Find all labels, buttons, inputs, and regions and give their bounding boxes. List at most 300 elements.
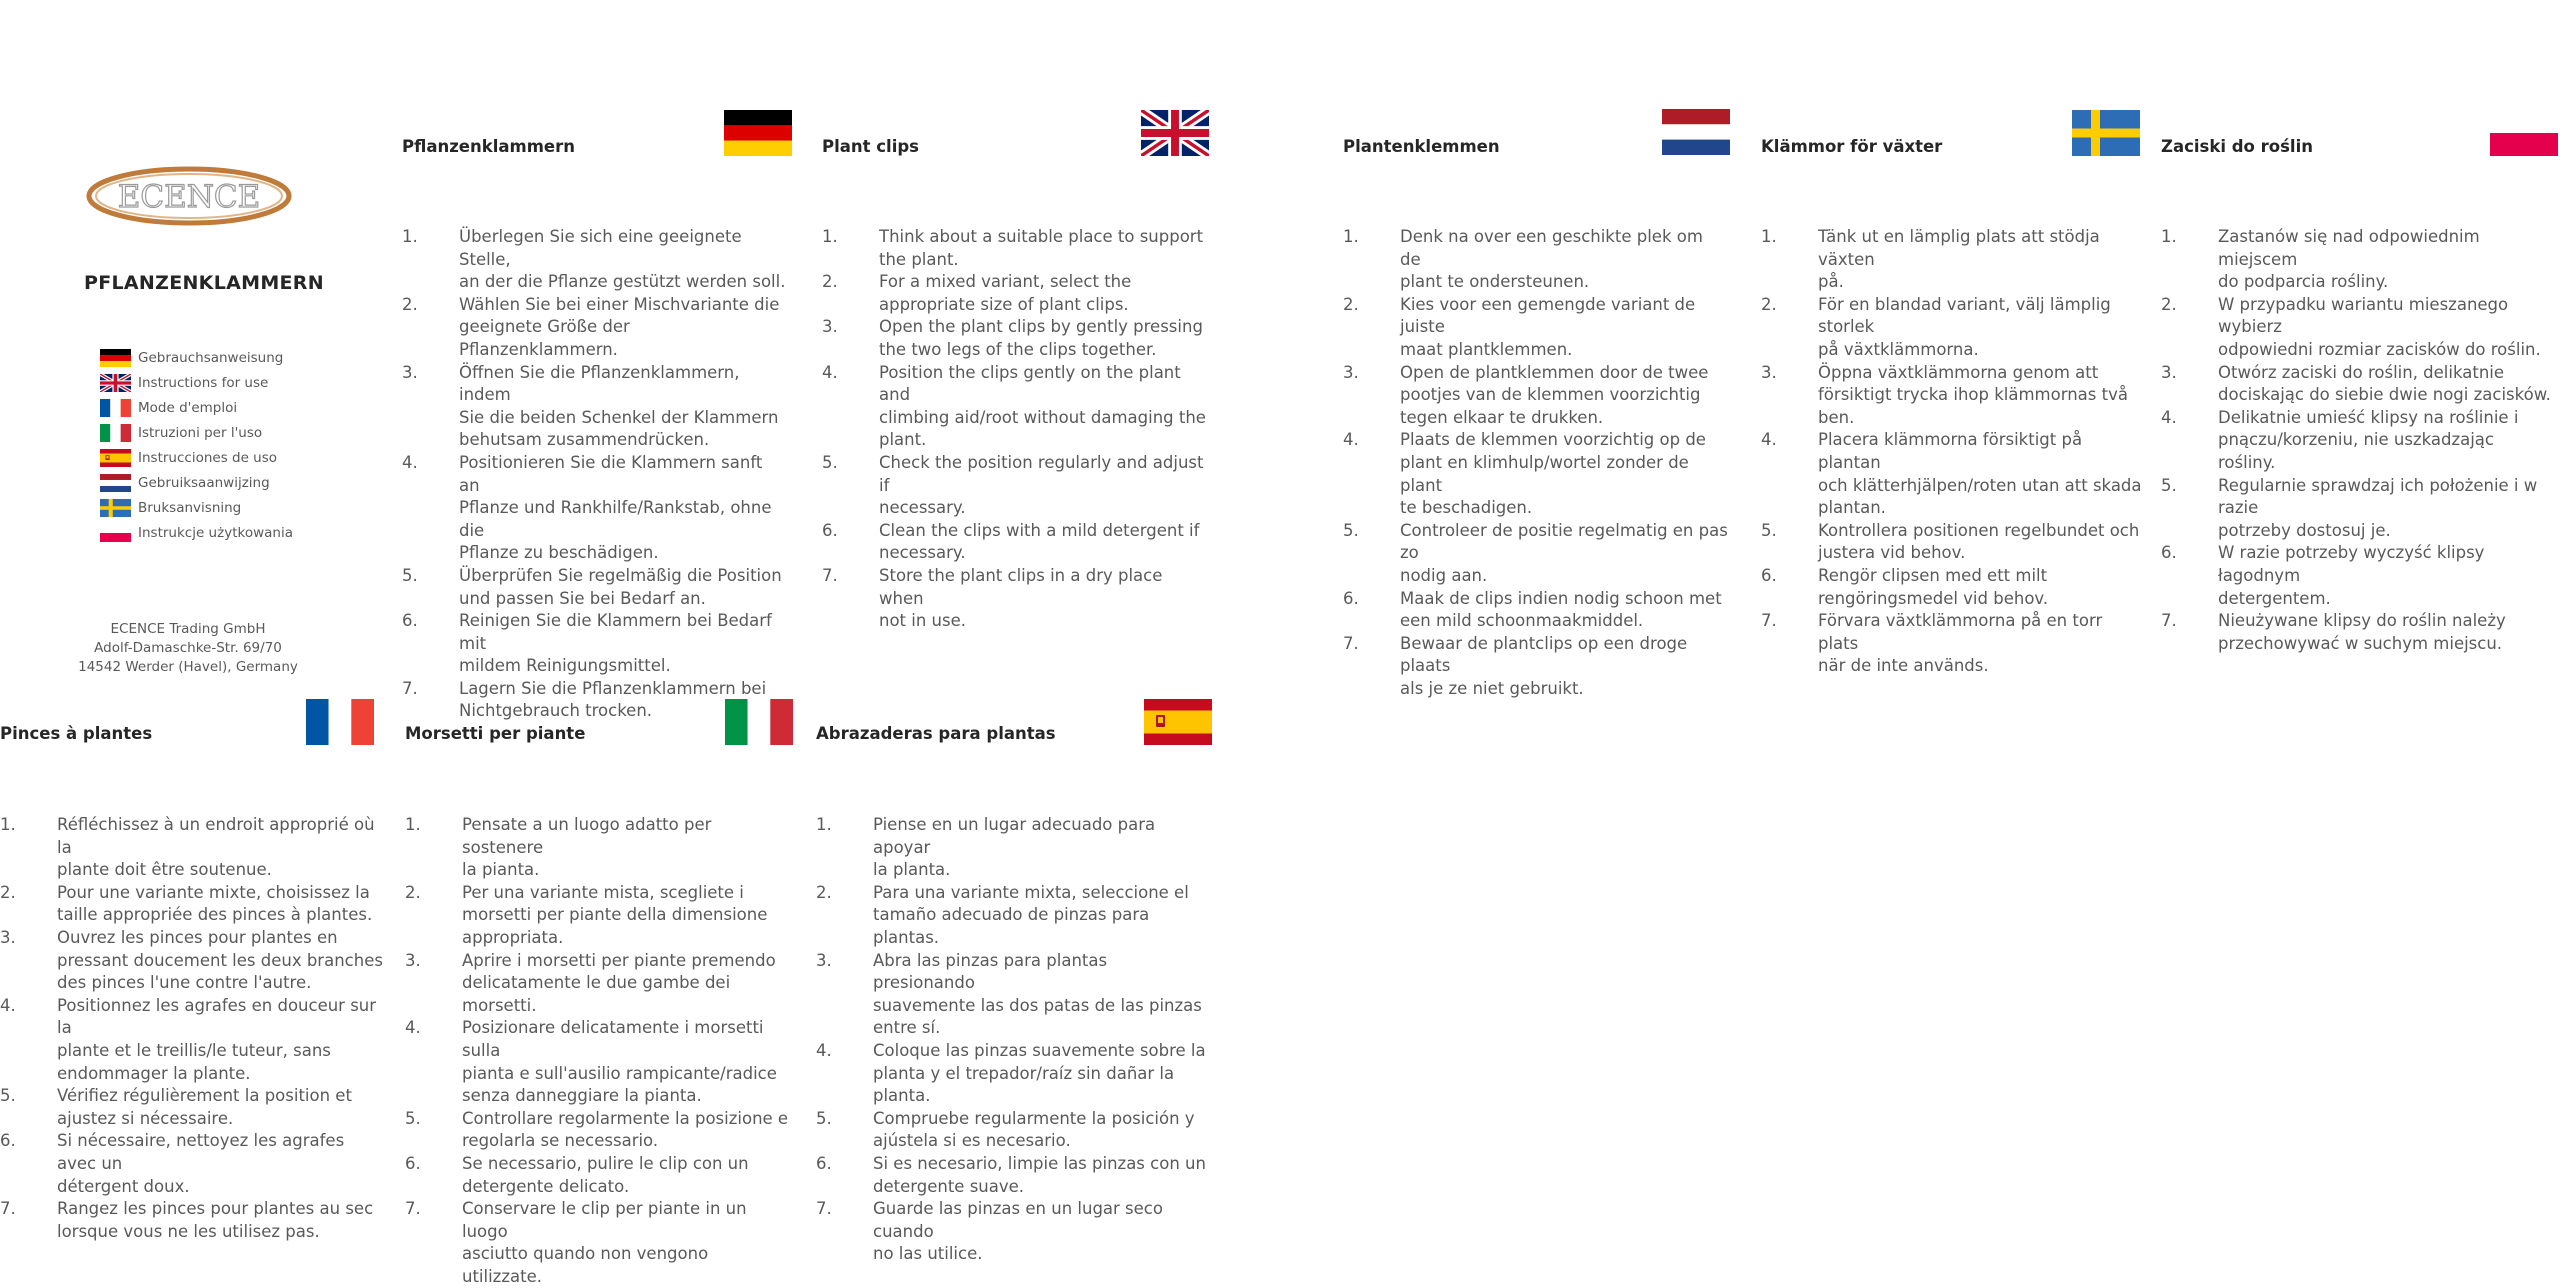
step-line: plante doit être soutenue. [57, 860, 272, 880]
step-item [816, 950, 1211, 1040]
step-item [2161, 475, 2556, 543]
step-item [1343, 226, 1728, 294]
step-text [2218, 542, 2556, 610]
step-line: Öppna växtklämmorna genom att [1818, 362, 2099, 382]
step-line: potrzeby dostosuj je. [2218, 520, 2391, 540]
step-item [402, 565, 787, 610]
step-line: przechowywać w suchym miejscu. [2218, 633, 2503, 653]
step-line: Réfléchissez à un endroit approprié où la [57, 815, 375, 857]
step-line: Kies voor een gemengde variant de juiste [1400, 294, 1696, 337]
step-text [57, 1085, 385, 1130]
step-line: morsetti per piante della dimensione [462, 905, 768, 925]
step-line: och klätterhjälpen/roten utan att skada [1818, 475, 2142, 495]
step-number: 1. [1343, 227, 1359, 246]
step-line: Si es necesario, limpie las pinzas con un [873, 1153, 1206, 1173]
step-line: pootjes van de klemmen voorzichtig [1400, 385, 1701, 405]
step-number: 1. [0, 815, 16, 834]
flag-fr-icon [100, 399, 131, 417]
language-item-de [100, 345, 293, 370]
step-line: Pflanze zu beschädigen. [459, 543, 659, 563]
language-label: Mode d'emploi [138, 399, 238, 416]
section-title-it: Morsetti per piante [405, 724, 586, 743]
steps-it [405, 814, 790, 1288]
step-number: 7. [1343, 633, 1359, 653]
language-label: Istruzioni per l'uso [138, 424, 263, 441]
step-line: pnączu/korzeniu, nie uszkadzając rośliny. [2218, 430, 2494, 472]
step-item [2161, 294, 2556, 362]
step-number: 6. [816, 1153, 832, 1173]
language-label: Bruksanvisning [138, 499, 242, 516]
step-text [57, 882, 385, 927]
flag-de-icon [724, 110, 792, 156]
step-line: Si nécessaire, nettoyez les agrafes avec un [57, 1131, 345, 1173]
step-item [405, 882, 790, 950]
step-item [0, 814, 385, 882]
step-number: 2. [402, 294, 418, 314]
step-number: 7. [816, 1199, 832, 1219]
step-line: Förvara växtklämmorna på en torr plats [1818, 611, 2103, 653]
step-line: Guarde las pinzas en un lugar seco cuando [873, 1199, 1163, 1241]
step-line: Überlegen Sie sich eine geeignete Stelle, [459, 227, 742, 269]
steps-en [822, 226, 1207, 633]
step-line: Positionieren Sie die Klammern sanft an [459, 452, 763, 495]
step-item [1761, 429, 2146, 519]
step-number: 7. [822, 565, 838, 585]
step-item [1761, 226, 2146, 294]
step-text [1400, 633, 1728, 701]
step-line: und passen Sie bei Bedarf an. [459, 588, 706, 608]
step-text [462, 950, 790, 1018]
step-text [459, 610, 787, 678]
step-line: Sie die beiden Schenkel der Klammern [459, 407, 779, 427]
step-text [1400, 429, 1728, 519]
step-line: ajustez si nécessaire. [57, 1108, 234, 1128]
step-line: Open de plantklemmen door de twee [1400, 362, 1709, 382]
step-line: W przypadku wariantu mieszanego wybierz [2218, 294, 2509, 337]
step-text [1818, 565, 2146, 610]
step-text [462, 1153, 790, 1198]
step-line: Tänk ut en lämplig plats att stödja växten [1818, 227, 2100, 269]
step-item [822, 316, 1207, 361]
step-number: 2. [0, 882, 16, 902]
step-item [822, 271, 1207, 316]
step-number: 4. [1343, 430, 1359, 450]
step-number: 5. [402, 565, 418, 585]
step-number: 4. [0, 995, 16, 1015]
step-line: Otwórz zaciski do roślin, delikatnie [2218, 362, 2505, 382]
step-line: Nieużywane klipsy do roślin należy [2218, 611, 2506, 631]
step-line: nodig aan. [1400, 565, 1488, 585]
step-line: asciutto quando non vengono utilizzate. [462, 1244, 709, 1286]
step-item [2161, 362, 2556, 407]
step-line: als je ze niet gebruikt. [1400, 678, 1584, 698]
step-line: Se necessario, pulire le clip con un [462, 1153, 749, 1173]
step-item [402, 362, 787, 452]
step-item [0, 1198, 385, 1243]
flag-es-icon [1144, 699, 1212, 745]
step-number: 1. [2161, 227, 2177, 246]
step-line: på växtklämmorna. [1818, 339, 1979, 359]
step-item [2161, 542, 2556, 610]
step-line: Abra las pinzas para plantas presionando [873, 950, 1108, 993]
step-text [57, 1198, 385, 1243]
step-item [822, 520, 1207, 565]
language-list [100, 345, 293, 545]
step-text [879, 362, 1207, 452]
step-line: detergentem. [2218, 588, 2331, 608]
step-line: Controllare regolarmente la posizione e [462, 1108, 789, 1128]
step-line: delicatamente le due gambe dei morsetti. [462, 973, 731, 1015]
step-text [57, 927, 385, 995]
step-number: 4. [822, 362, 838, 382]
step-line: the plant. [879, 249, 959, 269]
step-line: Nichtgebrauch trocken. [459, 701, 653, 721]
step-text [873, 882, 1211, 950]
step-number: 2. [822, 272, 838, 292]
step-line: dociskając do siebie dwie nogi zacisków. [2218, 385, 2551, 405]
flag-pl-icon [2490, 110, 2558, 156]
step-text [2218, 610, 2556, 655]
company-name: ECENCE Trading GmbH [110, 621, 266, 637]
step-line: Wählen Sie bei einer Mischvariante die [459, 294, 780, 314]
step-line: Kontrollera positionen regelbundet och [1818, 520, 2140, 540]
step-line: tegen elkaar te drukken. [1400, 407, 1604, 427]
flag-pl-icon [100, 524, 131, 542]
step-line: Vérifiez régulièrement la position et [57, 1086, 352, 1106]
step-number: 5. [1343, 520, 1359, 540]
step-line: Zastanów się nad odpowiednim miejscem [2218, 227, 2480, 269]
step-line: planta y el trepador/raíz sin dañar la [873, 1063, 1175, 1083]
step-line: Para una variante mixta, seleccione el [873, 882, 1189, 902]
language-item-se [100, 495, 293, 520]
step-item [1761, 610, 2146, 678]
language-item-fr [100, 395, 293, 420]
steps-sv [1761, 226, 2146, 678]
logo-text: ECENCE [117, 179, 261, 215]
step-text [2218, 362, 2556, 407]
company-address [60, 620, 316, 677]
step-line: Pflanze und Rankhilfe/Rankstab, ohne die [459, 498, 772, 540]
step-text [1400, 294, 1728, 362]
step-number: 6. [2161, 543, 2177, 563]
step-line: Store the plant clips in a dry place when [879, 565, 1163, 608]
section-title-fr: Pinces à plantes [0, 724, 153, 743]
step-line: detergente suave. [873, 1176, 1025, 1196]
step-text [879, 226, 1207, 271]
step-line: la pianta. [462, 860, 540, 880]
company-street: Adolf-Damaschke-Str. 69/70 [94, 640, 282, 656]
step-item [816, 882, 1211, 950]
step-number: 1. [1761, 227, 1777, 246]
step-number: 1. [816, 815, 832, 834]
step-number: 4. [2161, 407, 2177, 427]
step-line: Check the position regularly and adjust if [879, 452, 1204, 495]
step-line: Ouvrez les pinces pour plantes en [57, 927, 338, 947]
step-line: Pour une variante mixte, choisissez la [57, 882, 370, 902]
steps-nl [1343, 226, 1728, 700]
step-text [459, 362, 787, 452]
steps-de [402, 226, 787, 723]
step-text [873, 1040, 1211, 1108]
step-number: 5. [816, 1108, 832, 1128]
step-line: Open the plant clips by gently pressing [879, 317, 1203, 337]
step-item [402, 226, 787, 294]
step-number: 2. [2161, 294, 2177, 314]
step-item [816, 814, 1211, 882]
step-line: plante et le treillis/le tuteur, sans [57, 1040, 331, 1060]
step-line: regolarla se necessario. [462, 1131, 659, 1151]
step-line: Posizionare delicatamente i morsetti sulla [462, 1018, 764, 1060]
step-line: Piense en un lugar adecuado para apoyar [873, 815, 1156, 857]
step-line: plant en klimhulp/wortel zonder de plant [1400, 452, 1689, 495]
step-text [1818, 429, 2146, 519]
step-item [0, 882, 385, 927]
step-item [822, 226, 1207, 271]
flag-es-icon [100, 449, 131, 467]
step-item [0, 1130, 385, 1198]
step-line: Regularnie sprawdzaj ich położenie i w razie [2218, 475, 2538, 518]
step-number: 6. [405, 1153, 421, 1173]
section-title-sv: Klämmor för växter [1761, 137, 1943, 156]
section-title-pl: Zaciski do roślin [2161, 137, 2313, 156]
step-text [1400, 520, 1728, 588]
language-item-es [100, 445, 293, 470]
flag-fr-icon [306, 699, 374, 745]
step-number: 3. [402, 362, 418, 382]
flag-se-icon [100, 499, 131, 517]
language-label: Gebrauchsanweisung [138, 349, 284, 366]
step-text [462, 1108, 790, 1153]
step-line: plant. [879, 430, 927, 450]
step-number: 7. [1761, 611, 1777, 631]
flag-it-icon [725, 699, 793, 745]
step-line: For a mixed variant, select the [879, 272, 1132, 292]
language-label: Gebruiksaanwijzing [138, 474, 270, 491]
step-line: Conservare le clip per piante in un luogo [462, 1199, 747, 1241]
step-line: necessary. [879, 498, 966, 518]
ecence-logo-graphic [86, 165, 292, 227]
step-text [57, 1130, 385, 1198]
language-item-it [100, 420, 293, 445]
step-text [873, 1108, 1211, 1153]
step-line: Think about a suitable place to support [879, 227, 1204, 246]
step-number: 5. [405, 1108, 421, 1128]
step-line: Clean the clips with a mild detergent if [879, 520, 1200, 540]
company-city: 14542 Werder (Havel), Germany [78, 659, 298, 675]
step-line: Rangez les pinces pour plantes au sec [57, 1199, 374, 1219]
step-text [2218, 226, 2556, 294]
step-number: 3. [816, 950, 832, 970]
step-line: maat plantklemmen. [1400, 339, 1573, 359]
step-text [462, 1017, 790, 1107]
step-line: not in use. [879, 611, 967, 631]
step-text [459, 565, 787, 610]
step-text [2218, 407, 2556, 475]
step-line: endommager la plante. [57, 1063, 251, 1083]
step-line: på. [1818, 272, 1844, 292]
step-number: 3. [1761, 362, 1777, 382]
step-line: Plaats de klemmen voorzichtig op de [1400, 430, 1706, 450]
step-item [1761, 294, 2146, 362]
step-line: Delikatnie umieść klipsy na roślinie i [2218, 407, 2519, 427]
step-line: Pensate a un luogo adatto per sostenere [462, 815, 712, 857]
step-number: 7. [0, 1199, 16, 1219]
step-number: 5. [822, 452, 838, 472]
step-number: 5. [1761, 520, 1777, 540]
step-item [822, 452, 1207, 520]
step-line: Lagern Sie die Pflanzenklammern bei [459, 678, 767, 698]
step-line: Öffnen Sie die Pflanzenklammern, indem [459, 362, 740, 405]
language-item-nl [100, 470, 293, 495]
step-item [1343, 588, 1728, 633]
step-line: För en blandad variant, välj lämplig storlek [1818, 294, 2111, 337]
step-item [0, 1085, 385, 1130]
flag-gb-icon [100, 374, 131, 392]
step-line: the two legs of the clips together. [879, 339, 1157, 359]
language-item-gb [100, 370, 293, 395]
step-text [462, 882, 790, 950]
step-item [2161, 407, 2556, 475]
step-number: 2. [1343, 294, 1359, 314]
section-title-de: Pflanzenklammern [402, 137, 575, 156]
step-item [402, 294, 787, 362]
step-line: mildem Reinigungsmittel. [459, 656, 671, 676]
step-line: do podparcia rośliny. [2218, 272, 2389, 292]
step-text [2218, 294, 2556, 362]
step-line: pianta e sull'ausilio rampicante/radice [462, 1063, 777, 1083]
step-text [1818, 520, 2146, 565]
step-number: 2. [816, 882, 832, 902]
step-item [1343, 633, 1728, 701]
step-line: plant te ondersteunen. [1400, 272, 1590, 292]
step-number: 2. [1761, 294, 1777, 314]
step-number: 3. [2161, 362, 2177, 382]
steps-fr [0, 814, 385, 1243]
step-item [816, 1153, 1211, 1198]
step-item [1343, 294, 1728, 362]
flag-gb-icon [1141, 110, 1209, 156]
step-number: 3. [405, 950, 421, 970]
step-item [405, 1198, 790, 1288]
step-line: pressant doucement les deux branches [57, 950, 383, 970]
step-line: Rengör clipsen med ett milt [1818, 565, 2048, 585]
step-line: Placera klämmorna försiktigt på plantan [1818, 430, 2083, 472]
step-item [2161, 610, 2556, 655]
step-item [816, 1108, 1211, 1153]
step-line: justera vid behov. [1818, 543, 1966, 563]
step-line: senza danneggiare la pianta. [462, 1086, 702, 1106]
step-item [816, 1040, 1211, 1108]
step-number: 7. [405, 1199, 421, 1219]
flag-se-icon [2072, 110, 2140, 156]
step-line: Überprüfen Sie regelmäßig die Position [459, 565, 782, 585]
step-line: detergente delicato. [462, 1176, 630, 1196]
step-text [1818, 294, 2146, 362]
step-line: climbing aid/root without damaging the [879, 407, 1206, 427]
section-title-es: Abrazaderas para plantas [816, 724, 1056, 743]
step-text [459, 294, 787, 362]
step-line: Controleer de positie regelmatig en pas zo [1400, 520, 1728, 563]
step-line: no las utilice. [873, 1244, 983, 1264]
step-number: 4. [405, 1018, 421, 1038]
step-number: 4. [1761, 430, 1777, 450]
step-number: 6. [402, 611, 418, 631]
flag-nl-icon [1662, 109, 1730, 155]
flag-de-icon [100, 349, 131, 367]
step-item [402, 610, 787, 678]
step-text [873, 1153, 1211, 1198]
step-number: 5. [2161, 475, 2177, 495]
step-text [462, 1198, 790, 1288]
flag-it-icon [100, 424, 131, 442]
step-item [405, 1108, 790, 1153]
step-line: entre sí. [873, 1018, 941, 1038]
step-line: Compruebe regularmente la posición y [873, 1108, 1195, 1128]
language-label: Instrukcje użytkowania [138, 524, 293, 541]
step-number: 6. [1343, 588, 1359, 608]
step-item [1761, 565, 2146, 610]
step-line: ajústela si es necesario. [873, 1131, 1071, 1151]
step-item [0, 927, 385, 995]
step-number: 7. [402, 678, 418, 698]
language-label: Instructions for use [138, 374, 269, 391]
step-text [2218, 475, 2556, 543]
step-item [402, 452, 787, 565]
step-item [816, 1198, 1211, 1266]
step-text [873, 814, 1211, 882]
step-item [405, 1153, 790, 1198]
step-text [1400, 226, 1728, 294]
step-number: 6. [822, 520, 838, 540]
step-text [1818, 226, 2146, 294]
flag-nl-icon [100, 474, 131, 492]
step-text [879, 271, 1207, 316]
step-line: appropriate size of plant clips. [879, 294, 1129, 314]
step-text [879, 520, 1207, 565]
step-line: behutsam zusammendrücken. [459, 430, 710, 450]
step-line: la planta. [873, 860, 951, 880]
step-item [1761, 362, 2146, 430]
step-line: taille appropriée des pinces à plantes. [57, 905, 373, 925]
steps-pl [2161, 226, 2556, 655]
step-number: 1. [402, 227, 418, 246]
step-line: Per una variante mista, scegliete i [462, 882, 744, 902]
steps-es [816, 814, 1211, 1266]
step-line: Position the clips gently on the plant and [879, 362, 1181, 405]
step-line: när de inte används. [1818, 656, 1989, 676]
step-line: Bewaar de plantclips op een droge plaats [1400, 633, 1688, 676]
step-line: lorsque vous ne les utilisez pas. [57, 1221, 320, 1241]
step-number: 1. [405, 815, 421, 834]
step-number: 7. [2161, 611, 2177, 631]
ecence-logo [86, 165, 292, 227]
step-item [1761, 520, 2146, 565]
step-number: 3. [0, 927, 16, 947]
step-line: Coloque las pinzas suavemente sobre la [873, 1040, 1206, 1060]
step-number: 3. [1343, 362, 1359, 382]
step-number: 4. [816, 1040, 832, 1060]
step-text [459, 226, 787, 294]
section-title-nl: Plantenklemmen [1343, 137, 1500, 156]
step-item [1343, 429, 1728, 519]
step-text [879, 452, 1207, 520]
step-number: 5. [0, 1086, 16, 1106]
step-line: Aprire i morsetti per piante premendo [462, 950, 776, 970]
step-item [1343, 520, 1728, 588]
step-line: tamaño adecuado de pinzas para plantas. [873, 905, 1150, 947]
step-text [1818, 610, 2146, 678]
step-line: te beschadigen. [1400, 498, 1533, 518]
